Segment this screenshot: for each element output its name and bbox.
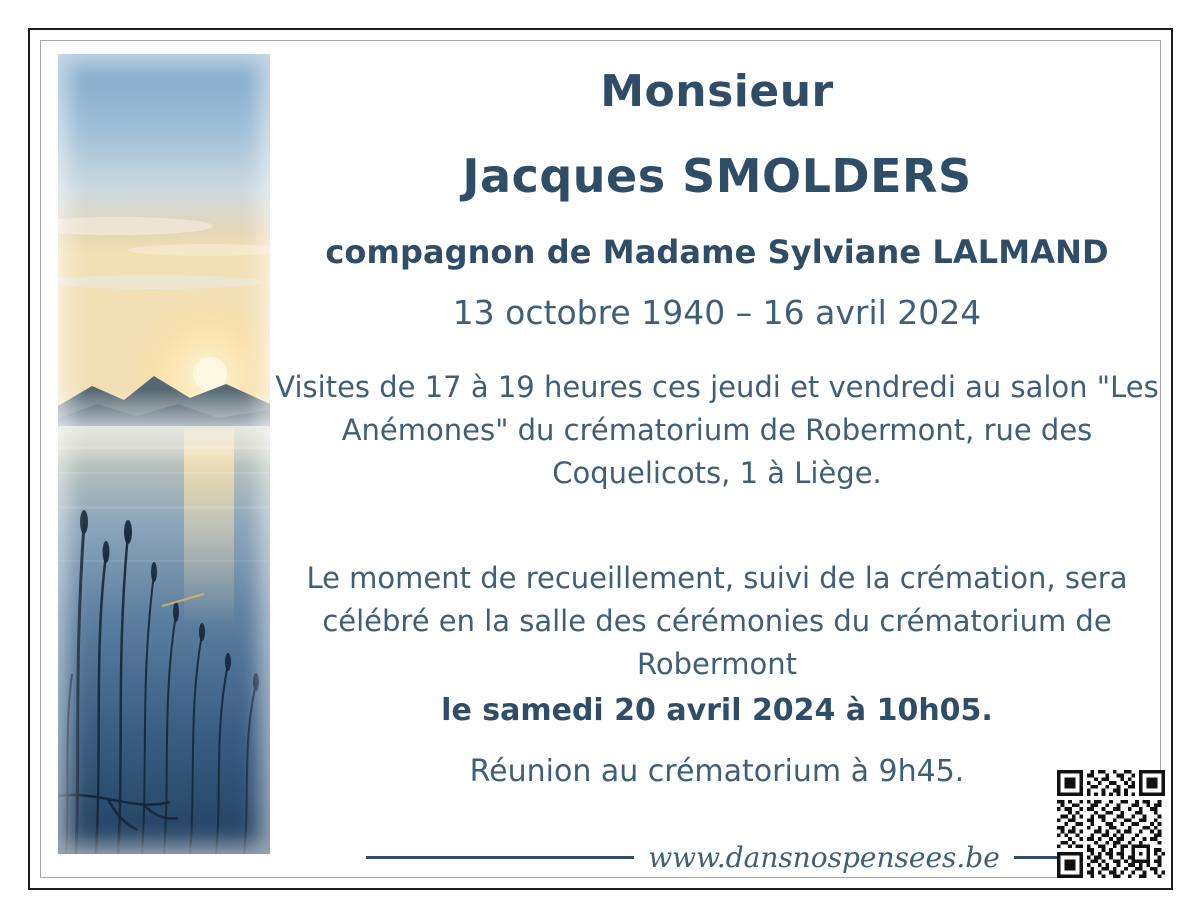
footer xyxy=(272,841,1162,874)
title-prefix: Monsieur xyxy=(600,66,834,117)
website-link[interactable]: www.dansnospensees.be xyxy=(648,841,1000,874)
misty-lake-sunrise-photo xyxy=(58,54,270,854)
life-dates: 13 octobre 1940 – 16 avril 2024 xyxy=(452,293,982,332)
qr-code[interactable] xyxy=(1057,770,1165,878)
partner-line: compagnon de Madame Sylviane LALMAND xyxy=(325,233,1109,271)
deceased-name: Jacques SMOLDERS xyxy=(462,149,972,203)
divider-left xyxy=(366,856,634,859)
memorial-text-column xyxy=(272,50,1162,860)
visits-paragraph: Visites de 17 à 19 heures ces jeudi et vendredi au salon "Les Anémones" du crématorium de Robermont, rue des Coquelicots, 1 à Liège. xyxy=(275,370,1159,490)
ceremony-paragraph: Le moment de recueillement, suivi de la crémation, sera célébré en la salle des cérémonies du crématorium de Robermont xyxy=(306,560,1128,681)
ceremony-date: le samedi 20 avril 2024 à 10h05. xyxy=(441,693,993,729)
reunion-line: Réunion au crématorium à 9h45. xyxy=(469,754,965,790)
